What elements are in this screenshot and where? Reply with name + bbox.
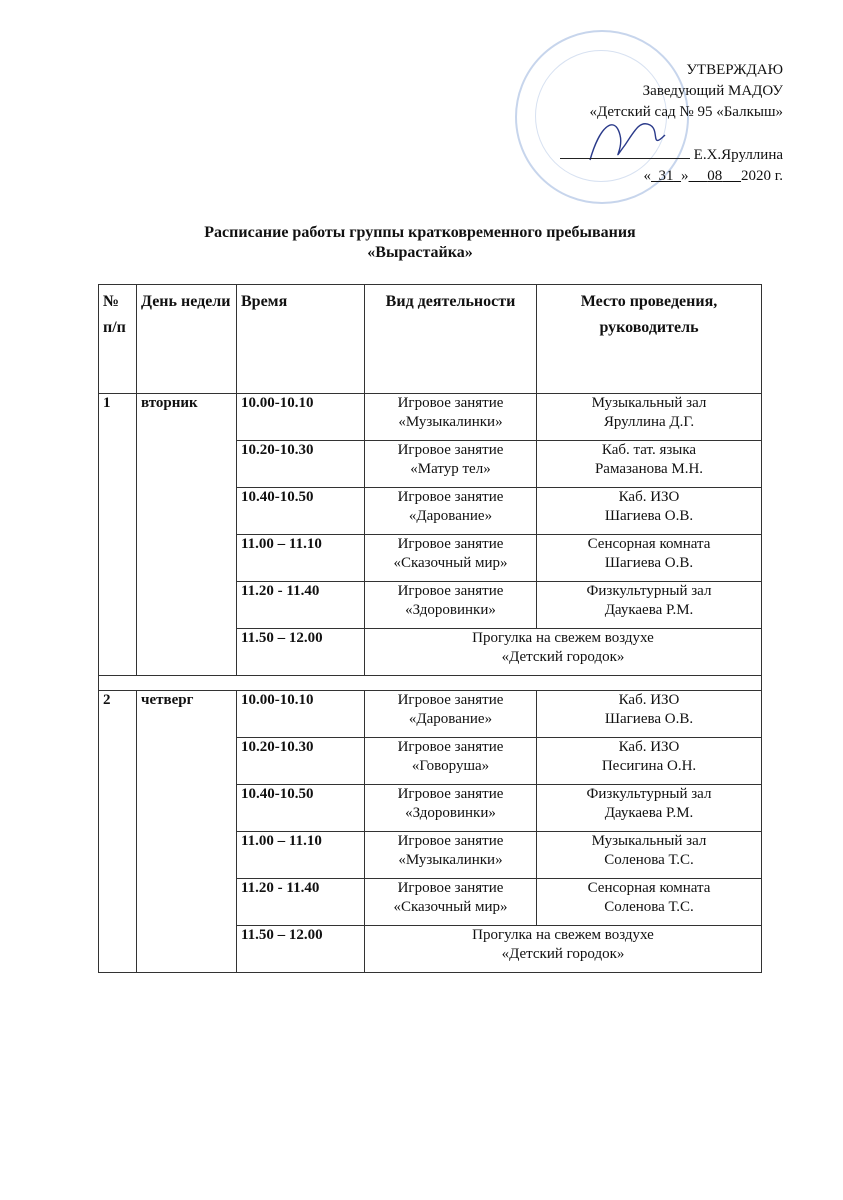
time-cell: 11.20 - 11.40: [237, 582, 365, 629]
place-cell: Физкультурный зал Даукаева Р.М.: [537, 785, 762, 832]
activity-cell: Игровое занятие «Дарование»: [365, 488, 537, 535]
time-cell: 10.40-10.50: [237, 488, 365, 535]
time-cell: 10.00-10.10: [237, 691, 365, 738]
approval-organization: «Детский сад № 95 «Балкыш»: [589, 104, 783, 120]
activity-cell: Игровое занятие «Матур тел»: [365, 441, 537, 488]
time-cell: 11.00 – 11.10: [237, 832, 365, 879]
header-time: Время: [237, 285, 365, 394]
schedule-table: [98, 284, 762, 973]
activity-cell: Игровое занятие «Музыкалинки»: [365, 394, 537, 441]
place-cell: Сенсорная комната Шагиева О.В.: [537, 535, 762, 582]
day-name: вторник: [137, 394, 237, 676]
approval-date: « 31 » 08 2020 г.: [643, 168, 783, 184]
approval-signature-line: [503, 144, 783, 166]
header-num: № п/п: [99, 285, 137, 394]
approval-date-day: 31: [658, 168, 674, 184]
approval-title: УТВЕРЖДАЮ: [686, 62, 783, 78]
place-cell: Сенсорная комната Соленова Т.С.: [537, 879, 762, 926]
table-row: [99, 394, 762, 441]
time-cell: 11.50 – 12.00: [237, 629, 365, 676]
activity-cell: Игровое занятие «Здоровинки»: [365, 785, 537, 832]
day-number: 1: [99, 394, 137, 676]
table-separator-row: [99, 676, 762, 691]
activity-cell: Игровое занятие «Говоруша»: [365, 738, 537, 785]
place-cell: Физкультурный зал Даукаева Р.М.: [537, 582, 762, 629]
approval-block: [503, 60, 783, 187]
activity-cell: Игровое занятие «Сказочный мир»: [365, 879, 537, 926]
header-day: День недели: [137, 285, 237, 394]
activity-cell: Игровое занятие «Сказочный мир»: [365, 535, 537, 582]
header-activity: Вид деятельности: [365, 285, 537, 394]
time-cell: 10.40-10.50: [237, 785, 365, 832]
walk-cell: Прогулка на свежем воздухе «Детский городок»: [365, 926, 762, 973]
activity-cell: Игровое занятие «Дарование»: [365, 691, 537, 738]
table-row: [99, 691, 762, 738]
place-cell: Музыкальный зал Яруллина Д.Г.: [537, 394, 762, 441]
activity-cell: Игровое занятие «Музыкалинки»: [365, 832, 537, 879]
place-cell: Каб. тат. языка Рамазанова М.Н.: [537, 441, 762, 488]
place-cell: Каб. ИЗО Шагиева О.В.: [537, 488, 762, 535]
time-cell: 11.20 - 11.40: [237, 879, 365, 926]
approval-signer: Е.Х.Яруллина: [693, 147, 783, 163]
time-cell: 11.00 – 11.10: [237, 535, 365, 582]
place-cell: Каб. ИЗО Песигина О.Н.: [537, 738, 762, 785]
approval-position: Заведующий МАДОУ: [642, 83, 783, 99]
walk-cell: Прогулка на свежем воздухе «Детский городок»: [365, 629, 762, 676]
header-place: Место проведения, руководитель: [537, 285, 762, 394]
table-header-row: [99, 285, 762, 394]
day-number: 2: [99, 691, 137, 973]
time-cell: 11.50 – 12.00: [237, 926, 365, 973]
document-title: Расписание работы группы кратковременного пребывания «Вырастайка»: [204, 224, 636, 261]
place-cell: Музыкальный зал Соленова Т.С.: [537, 832, 762, 879]
day-name: четверг: [137, 691, 237, 973]
time-cell: 10.00-10.10: [237, 394, 365, 441]
approval-date-year: 2020 г.: [741, 168, 783, 184]
approval-date-month: 08: [707, 168, 723, 184]
time-cell: 10.20-10.30: [237, 441, 365, 488]
place-cell: Каб. ИЗО Шагиева О.В.: [537, 691, 762, 738]
time-cell: 10.20-10.30: [237, 738, 365, 785]
activity-cell: Игровое занятие «Здоровинки»: [365, 582, 537, 629]
